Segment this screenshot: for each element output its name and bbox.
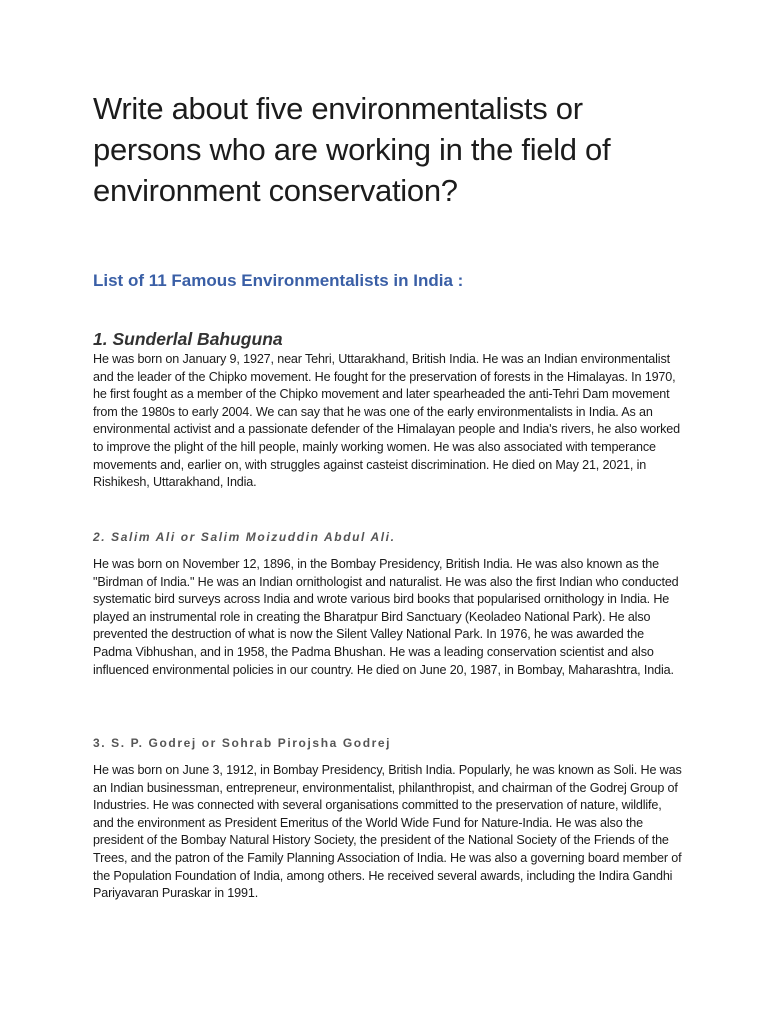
section-heading-3: 3. S. P. Godrej or Sohrab Pirojsha Godrej: [93, 736, 392, 750]
section-body-2: He was born on November 12, 1896, in the Bombay Presidency, British India. He was also known as the "Birdman of India." He was an Indian ornithologist and naturalist. He was also the first Indian who conducted systematic bird surveys across India and wrote various bird books that popularised ornithology in India. He played an instrumental role in creating the Bharatpur Bird Sanctuary (Keoladeo National Park). He also prevented the destruction of what is now the Silent Valley National Park. In 1976, he was awarded the Padma Vibhushan, and in 1958, the Padma Bhushan. He was a leading conservation scientist and also influenced environmental policies in our country. He died on June 20, 1987, in Bombay, Maharashtra, India.: [93, 557, 679, 677]
section-body-1: He was born on January 9, 1927, near Tehri, Uttarakhand, British India. He was an Indian environmentalist and the leader of the Chipko movement. He fought for the preservation of forests in the Himalayas. In 1970, he first fought as a member of the Chipko movement and later spearheaded the anti-Tehri Dam movement from the 1980s to early 2004. We can say that he was one of the early environmentalists in India. As an environmental activist and a passionate defender of the Himalayan people and India's rivers, he also worked to improve the plight of the hill people, mainly working women. He was also associated with temperance movements and, earlier on, with struggles against casteist discrimination. He died on May 21, 2021, in Rishikesh, Uttarakhand, India.: [93, 352, 681, 490]
section-heading-2: 2. Salim Ali or Salim Moizuddin Abdul Ali.: [93, 530, 396, 544]
document-title: Write about five environmentalists or persons who are working in the field of environment conservation?: [93, 91, 611, 208]
section-heading-1: 1. Sunderlal Bahuguna: [93, 329, 283, 349]
list-subtitle: List of 11 Famous Environmentalists in India :: [93, 271, 464, 290]
section-body-3: He was born on June 3, 1912, in Bombay Presidency, British India. Popularly, he was known as Soli. He was an Indian businessman, entrepreneur, environmentalist, philanthropist, and chairman of the Godrej Group of Industries. He was connected with several organisations committed to the preservation of nature, wildlife, and the environment as President Emeritus of the World Wide Fund for Nature-India. He was also the president of the Bombay Natural History Society, the president of the National Society of the Friends of the Trees, and the patron of the Family Planning Association of India. He was also a governing board member of the Population Foundation of India, among others. He received several awards, including the Indira Gandhi Pariyavaran Puraskar in 1991.: [93, 763, 682, 901]
document-page: [93, 88, 683, 901]
